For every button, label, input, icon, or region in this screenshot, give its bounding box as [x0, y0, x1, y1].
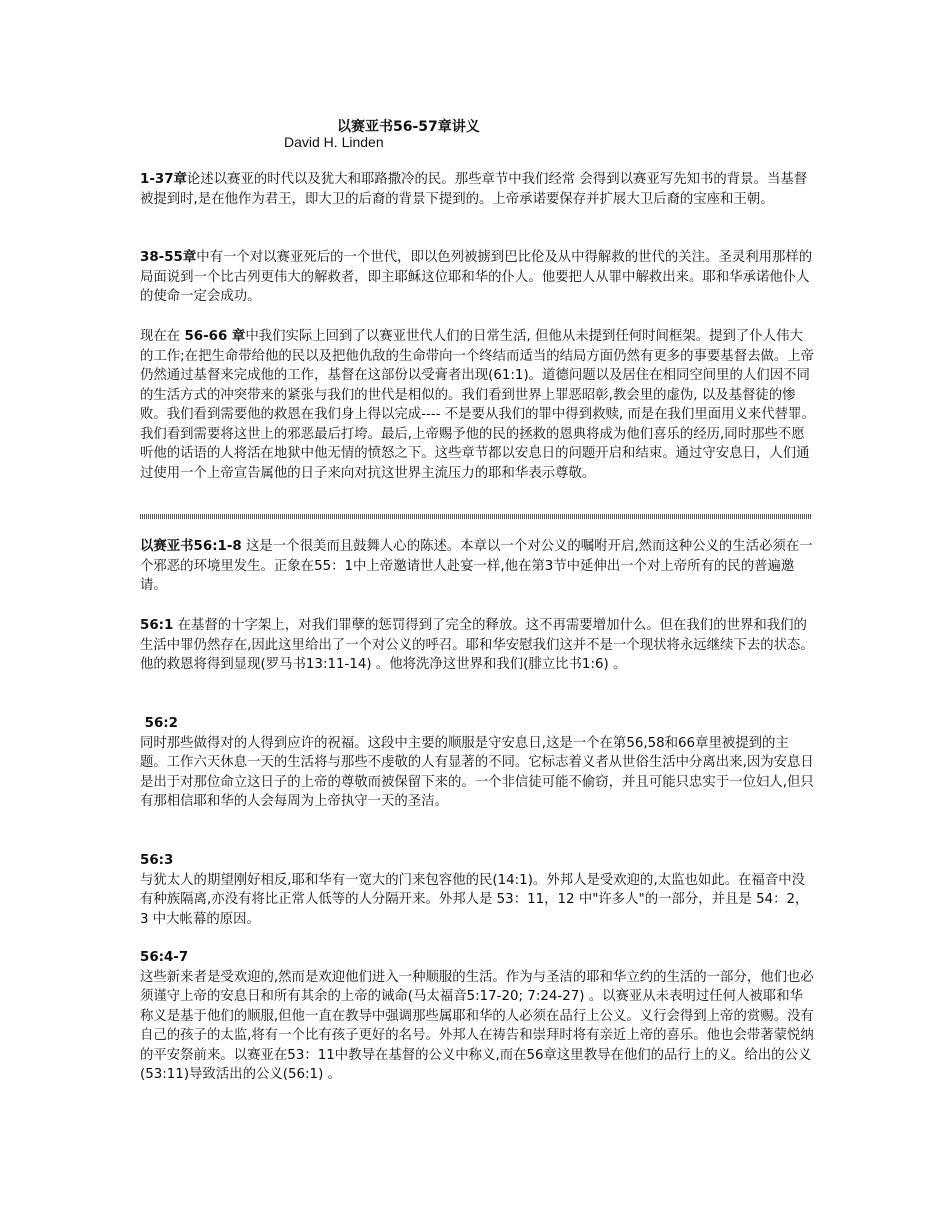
paragraph-56-3: [140, 851, 815, 929]
paragraph-label: 56-66 章: [184, 329, 246, 344]
paragraph-56-1: [140, 616, 815, 675]
paragraph-heading: 56:2: [140, 716, 178, 731]
paragraph-isaiah-56-1-8: [140, 537, 815, 596]
paragraph-text: 在基督的十字架上，对我们罪孽的惩罚得到了完全的释放。这不再需要增加什么。但在我们的世界和我们的生活中罪仍然存在,因此这里给出了一个对公义的呼召。耶和华安慰我们这并不是一个现状将永远继续下去的状态。他的救恩将得到显现(罗马书13:11-14) 。他将洗净这世界和我们(腓立比书1:6) 。: [140, 618, 814, 672]
paragraph-label: 56:1: [140, 618, 174, 633]
paragraph-56-2: [140, 714, 815, 812]
paragraph-label: 以赛亚书56:1-8: [140, 539, 242, 554]
paragraph-text: 中有一个对以赛亚死后的一个世代，即以色列被掳到巴比伦及从中得解救的世代的关注。圣灵利用那样的局面说到一个比古列更伟大的解救者，即主耶稣这位耶和华的仆人。他要把人从罪中解救出来。耶和华承诺他仆人的使命一定会成功。: [140, 250, 813, 304]
paragraph-text: 论述以赛亚的时代以及犹大和耶路撒冷的民。那些章节中我们经常 会得到以赛亚写先知书的背景。当基督被提到时,是在他作为君王，即大卫的后裔的背景下提到的。上帝承诺要保存并扩展大卫后裔的宝座和王朝。: [140, 172, 808, 207]
paragraph-text: 与犹太人的期望刚好相反,耶和华有一宽大的门来包容他的民(14:1)。外邦人是受欢迎的,太监也如此。在福音中没有种族隔离,亦没有将比正常人低等的人分隔开来。外邦人是 53：11，12 中"许多人"的一部分，并且是 54：2，3 中大帐幕的原因。: [140, 872, 809, 927]
document-author: David H. Linden: [284, 134, 384, 150]
paragraph-text: 这些新来者是受欢迎的,然而是欢迎他们进入一种顺服的生活。作为与圣洁的耶和华立约的生活的一部分，他们也必须谨守上帝的安息日和所有其余的上帝的诫命(马太福音5:17-20; 7:24-27) 。以赛亚从未表明过任何人被耶和华称义是基于他们的顺服,但他一直在教导中强调那些属耶和华的人必须在品行上公义。义行会得到上帝的赏赐。没有自己的孩子的太监,将有一个比有孩子更好的名号。外邦人在祷告和崇拜时将有亲近上帝的喜乐。他也会带著蒙悦纳的平安祭前来。以赛亚在53：11中教导在基督的公义中称义,而在56章这里教导在他们的品行上的义。给出的公义(53:11)导致活出的公义(56:1) 。: [140, 969, 814, 1082]
paragraph-text: 中我们实际上回到了以赛亚世代人们的日常生活, 但他从未提到任何时间框架。提到了仆人伟大的工作;在把生命带给他的民以及把他仇敌的生命带向一个终结而适当的结局方面仍然有更多的事要基督去做。上帝仍然通过基督来完成他的工作，基督在这部份以受膏者出现(61:1)。道德问题以及居住在相同空间里的人们因不同的生活方式的冲突带来的紧张与我们的世代是相似的。我们看到世界上罪恶昭彰,教会里的虚伪, 以及基督徒的惨败。我们看到需要他的救恩在我们身上得以完成---- 不是要从我们的罪中得到救赎, 而是在我们里面用义来代替罪。我们看到需要将这世上的邪恶最后打垮。最后,上帝赐予他的民的拯救的恩典将成为他们喜乐的经历,同时那些不愿听他的话语的人将活在地狱中他无情的愤怒之下。这些章节都以安息日的问题开启和结束。通过守安息日，人们通过使用一个上帝宣告属他的日子来向对抗这世界主流压力的耶和华表示尊敬。: [140, 329, 815, 481]
paragraph-56-4-7: [140, 948, 815, 1085]
paragraph-heading: 56:4-7: [140, 950, 189, 965]
paragraph-heading: 56:3: [140, 853, 174, 868]
paragraph-chapters-56-66: [140, 327, 815, 483]
paragraph-chapters-1-37: [140, 170, 815, 209]
paragraph-label: 1-37章: [140, 172, 187, 187]
paragraph-chapters-38-55: [140, 248, 815, 307]
paragraph-label: 38-55章: [140, 250, 197, 265]
paragraph-prefix: 现在在: [140, 329, 185, 344]
paragraph-text: 同时那些做得对的人得到应许的祝福。这段中主要的顺服是守安息日,这是一个在第56,58和66章里被提到的主题。工作六天休息一天的生活将与那些不虔敬的人有显著的不同。它标志着义者从世俗生活中分离出来,因为安息日是出于对那位命立这日子的上帝的尊敬而被保留下来的。一个非信徒可能不偷窃，并且可能只忠实于一位妇人,但只有那相信耶和华的人会每周为上帝执守一天的圣洁。: [140, 735, 814, 809]
paragraph-text: 这是一个很美而且鼓舞人心的陈述。本章以一个对公义的嘱咐开启,然而这种公义的生活必须在一个邪恶的环境里发生。正象在55：1中上帝邀请世人赴宴一样,他在第3节中延伸出一个对上帝所有的民的普遍邀请。: [140, 539, 813, 593]
document-title: 以赛亚书56-57章讲义: [337, 119, 480, 135]
section-divider: [140, 514, 811, 519]
